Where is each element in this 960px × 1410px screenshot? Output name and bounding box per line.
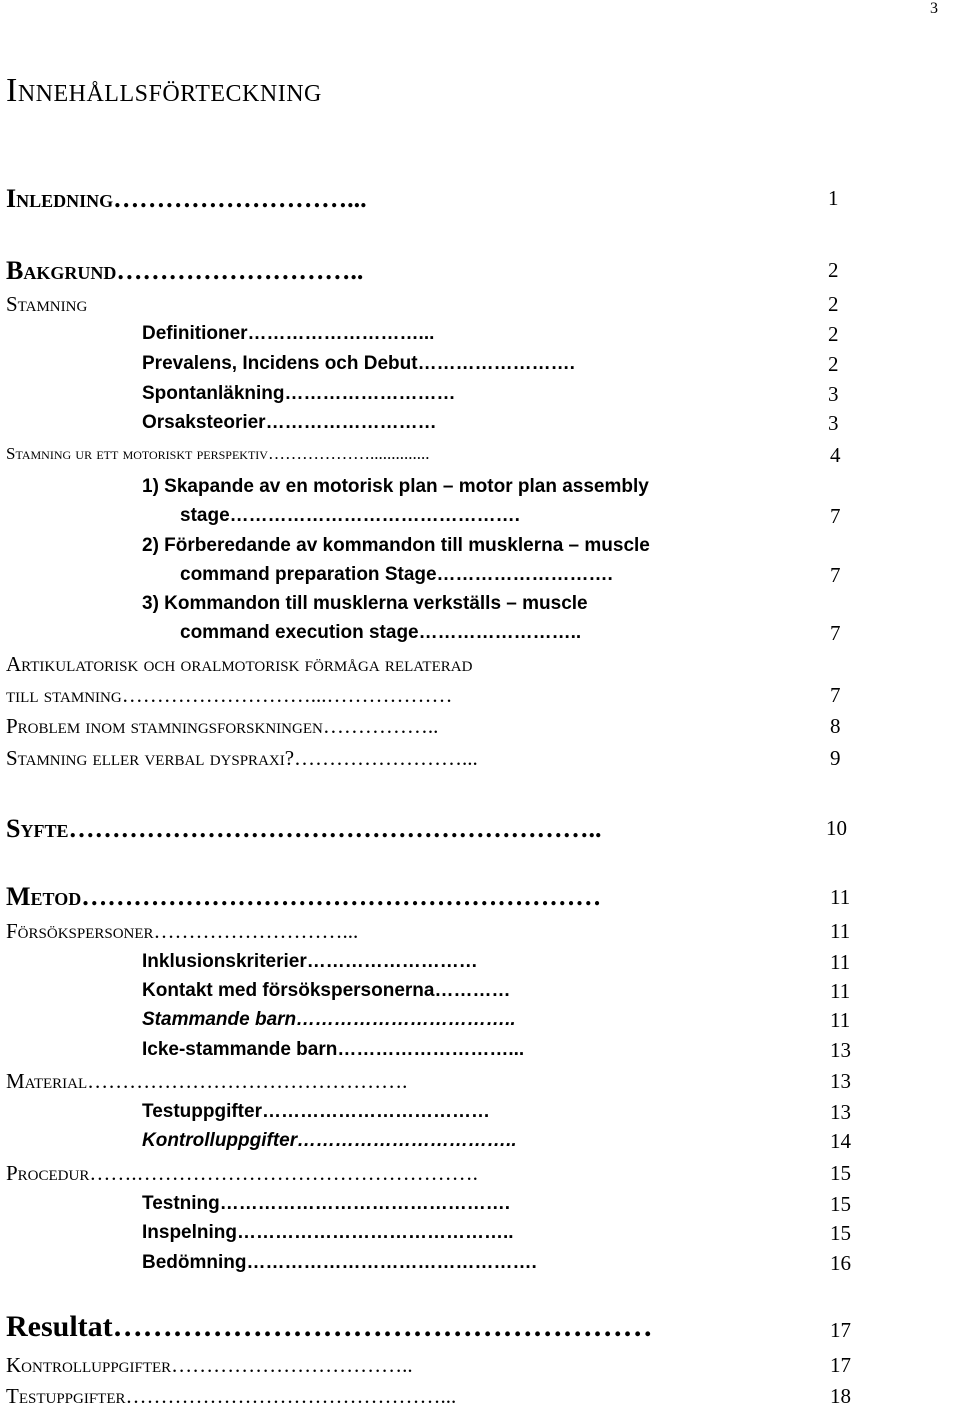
toc-entry-forberedande: 2) Förberedande av kommandon till musklerna – muscle (142, 535, 650, 556)
toc-page: 13 (830, 1100, 851, 1124)
toc-entry-orsaksteorier: Orsaksteorier……………………… (142, 412, 437, 433)
toc-entry-forsokspersoner: Försökspersoner………………………... (6, 919, 359, 943)
page-number: 3 (930, 0, 938, 17)
toc-title: Innehållsförteckning (6, 72, 322, 109)
toc-entry-testning: Testning………………………………………. (142, 1193, 511, 1214)
toc-entry-testuppgifter-sub: Testuppgifter……………………………… (142, 1101, 490, 1122)
toc-page: 15 (830, 1192, 851, 1216)
toc-page: 2 (828, 352, 839, 376)
toc-page: 3 (828, 411, 839, 435)
toc-page: 7 (830, 621, 841, 645)
toc-page: 4 (830, 443, 841, 467)
toc-page: 9 (830, 746, 841, 770)
toc-page: 11 (830, 1008, 851, 1032)
toc-entry-motoriskt-perspektiv: Stamning ur ett motoriskt perspektiv……………….............. (6, 444, 430, 463)
toc-entry-stage: stage………………………………………. (180, 505, 520, 526)
toc-entry-kommandon: 3) Kommandon till musklerna verkställs – muscle (142, 593, 588, 614)
toc-entry-procedur: Procedur…….…………………………………………. (6, 1161, 478, 1185)
toc-entry-inklusionskriterier: Inklusionskriterier……………………… (142, 951, 478, 972)
toc-entry-kontakt: Kontakt med försökspersonerna………… (142, 980, 511, 1001)
toc-page: 17 (830, 1318, 851, 1342)
toc-entry-inledning: Inledning………………………... (6, 184, 367, 213)
toc-entry-artikulatorisk: Artikulatorisk och oralmotorisk förmåga relaterad (6, 652, 473, 676)
toc-page: 3 (828, 382, 839, 406)
toc-page: 16 (830, 1251, 851, 1275)
toc-entry-resultat: Resultat……………………………………………… (6, 1310, 653, 1343)
toc-entry-stammande-barn: Stammande barn…………………………….. (142, 1009, 516, 1030)
toc-entry-motorisk-plan: 1) Skapande av en motorisk plan – motor plan assembly (142, 476, 649, 497)
toc-page: 10 (826, 816, 847, 840)
toc-page: 2 (828, 292, 839, 316)
toc-page: 2 (828, 258, 839, 282)
toc-page: 14 (830, 1129, 851, 1153)
toc-entry-syfte: Syfte…………………………………………………….. (6, 814, 602, 843)
toc-page: 7 (830, 683, 841, 707)
toc-entry-material: Material………………………………………. (6, 1069, 408, 1093)
toc-entry-inspelning: Inspelning…………………………………….. (142, 1222, 514, 1243)
toc-entry-kontrolluppgifter: Kontrolluppgifter…………………………….. (6, 1353, 413, 1377)
toc-page: 13 (830, 1038, 851, 1062)
toc-entry-bakgrund: Bakgrund……………………….. (6, 256, 364, 285)
toc-page: 1 (828, 186, 839, 210)
toc-entry-command-execution: command execution stage…………………….. (180, 622, 582, 643)
toc-page: 11 (830, 950, 851, 974)
toc-page: 11 (830, 919, 851, 943)
toc-entry-prevalens: Prevalens, Incidens och Debut……………………. (142, 353, 575, 374)
toc-page: 17 (830, 1353, 851, 1377)
toc-entry-stamning: Stamning (6, 292, 88, 316)
toc-entry-definitioner: Definitioner………………………... (142, 323, 435, 344)
toc-entry-problem: Problem inom stamningsforskningen…………….. (6, 714, 439, 738)
toc-page: 18 (830, 1384, 851, 1408)
toc-page: 8 (830, 714, 841, 738)
toc-entry-till-stamning: till stamning………………………...……………… (6, 683, 453, 707)
toc-entry-kontrolluppgifter-sub: Kontrolluppgifter…………………………….. (142, 1130, 517, 1151)
toc-page: 7 (830, 563, 841, 587)
toc-page: 15 (830, 1161, 851, 1185)
toc-page: 15 (830, 1221, 851, 1245)
toc-entry-verbal-dyspraxi: Stamning eller verbal dyspraxi?……………………... (6, 746, 478, 770)
toc-entry-testuppgifter: Testuppgifter………………………………………... (6, 1384, 457, 1408)
toc-entry-command-preparation: command preparation Stage………………………. (180, 564, 613, 585)
toc-page: 2 (828, 322, 839, 346)
toc-entry-spontanlakning: Spontanläkning……………………… (142, 383, 456, 404)
toc-page: 13 (830, 1069, 851, 1093)
toc-entry-metod: Metod…………………………………………………… (6, 882, 602, 911)
toc-entry-bedomning: Bedömning………………………………………. (142, 1252, 537, 1273)
toc-page: 11 (830, 885, 851, 909)
toc-entry-icke-stammande: Icke-stammande barn………………………... (142, 1039, 525, 1060)
toc-page: 11 (830, 979, 851, 1003)
toc-page: 7 (830, 504, 841, 528)
